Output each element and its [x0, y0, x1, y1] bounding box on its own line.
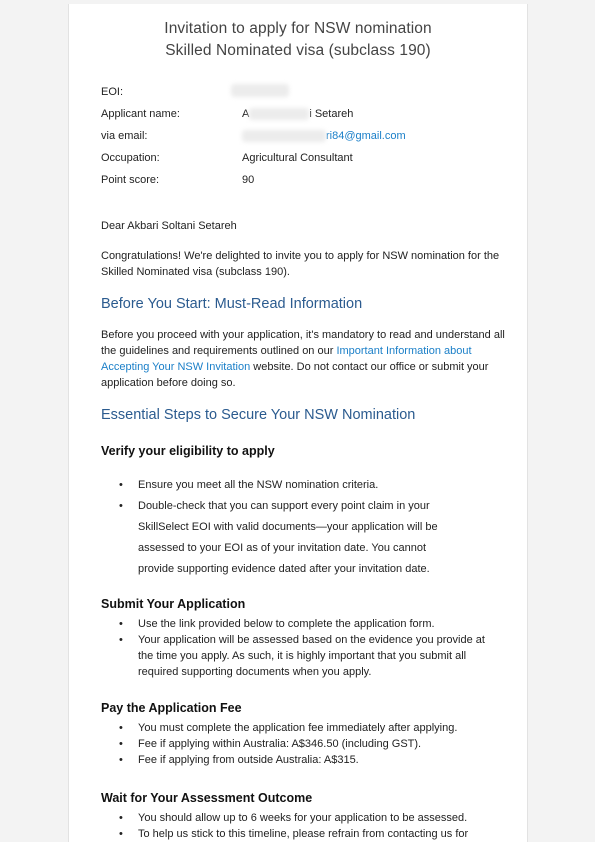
list-item: • Double-check that you can support every point claim in your SkillSelect EOI with valid documents—your application will be assessed to your EOI as of your invitation date. You cannot provide supporting evidence dated after your invitation date.	[101, 496, 458, 580]
before-you-start-text-b: website. Do not contact our office or submit your application before doing so.	[101, 361, 489, 389]
email-label: via email:	[101, 130, 148, 142]
eoi-label: EOI:	[101, 86, 124, 98]
step-heading-submit-application: Submit Your Application	[101, 597, 246, 611]
list-item: • Fee if applying from outside Australia: A$315.	[119, 754, 359, 766]
email-link[interactable]: ri84@gmail.com	[326, 130, 406, 142]
bullet-icon: •	[119, 738, 123, 750]
occupation-value: Agricultural Consultant	[242, 152, 353, 164]
step-list-verify-eligibility	[101, 475, 501, 580]
point-score-label: Point score:	[101, 174, 160, 186]
bullet-icon: •	[119, 722, 123, 734]
list-item: • You must complete the application fee immediately after applying.	[119, 722, 458, 734]
bullet-icon: •	[119, 634, 123, 646]
applicant-name-label: Applicant name:	[101, 108, 180, 120]
step-list-wait-outcome	[101, 810, 501, 842]
bullet-icon: •	[119, 754, 123, 766]
list-item: • Use the link provided below to complete the application form.	[119, 618, 435, 630]
email-value[interactable]	[242, 130, 406, 142]
title-line-2: Skilled Nominated visa (subclass 190)	[165, 42, 431, 59]
bullet-icon: •	[119, 618, 123, 630]
bullet-icon: •	[119, 479, 123, 491]
congratulations-text: Congratulations! We're delighted to invite you to apply for NSW nomination for the Skilled Nominated visa (subclass 190).	[101, 250, 500, 278]
step-heading-wait-outcome: Wait for Your Assessment Outcome	[101, 791, 313, 805]
applicant-name-prefix: A	[242, 108, 250, 120]
step-heading-pay-fee: Pay the Application Fee	[101, 701, 242, 715]
applicant-name-value	[242, 108, 353, 120]
title-line-1: Invitation to apply for NSW nomination	[164, 20, 432, 37]
bullet-icon: •	[119, 500, 123, 512]
before-you-start-text-a: Before you proceed with your application, it's mandatory to read and understand all the guidelines and requirements outlined on our	[101, 329, 505, 357]
list-item: • To help us stick to this timeline, please refrain from contacting us for	[119, 828, 469, 840]
before-you-start-text	[101, 327, 521, 391]
step-heading-verify-eligibility: Verify your eligibility to apply	[101, 444, 275, 458]
point-score-value: 90	[242, 174, 255, 186]
salutation: Dear Akbari Soltani Setareh	[101, 220, 237, 232]
email-page	[68, 4, 528, 842]
list-item: • Ensure you meet all the NSW nomination criteria.	[101, 475, 501, 496]
occupation-label: Occupation:	[101, 152, 160, 164]
redacted-email	[242, 130, 326, 142]
redacted-eoi	[231, 84, 289, 97]
redacted-name	[249, 108, 309, 120]
section-heading-essential-steps: Essential Steps to Secure Your NSW Nomination	[101, 407, 416, 423]
section-heading-before-you-start: Before You Start: Must-Read Information	[101, 296, 363, 312]
list-item: • You should allow up to 6 weeks for your application to be assessed.	[119, 812, 468, 824]
step-list-submit-application	[101, 616, 496, 680]
applicant-name-suffix: i Setareh	[309, 108, 354, 120]
important-information-link[interactable]: Important Information about Accepting Your NSW Invitation	[101, 345, 472, 373]
list-item: • Your application will be assessed based on the evidence you provide at the time you apply. As such, it is highly important that you submit all required supporting documents when you apply.	[119, 634, 485, 678]
bullet-icon: •	[119, 828, 123, 840]
list-item: • Fee if applying within Australia: A$346.50 (including GST).	[119, 738, 422, 750]
step-list-pay-fee	[101, 720, 501, 768]
bullet-icon: •	[119, 812, 123, 824]
